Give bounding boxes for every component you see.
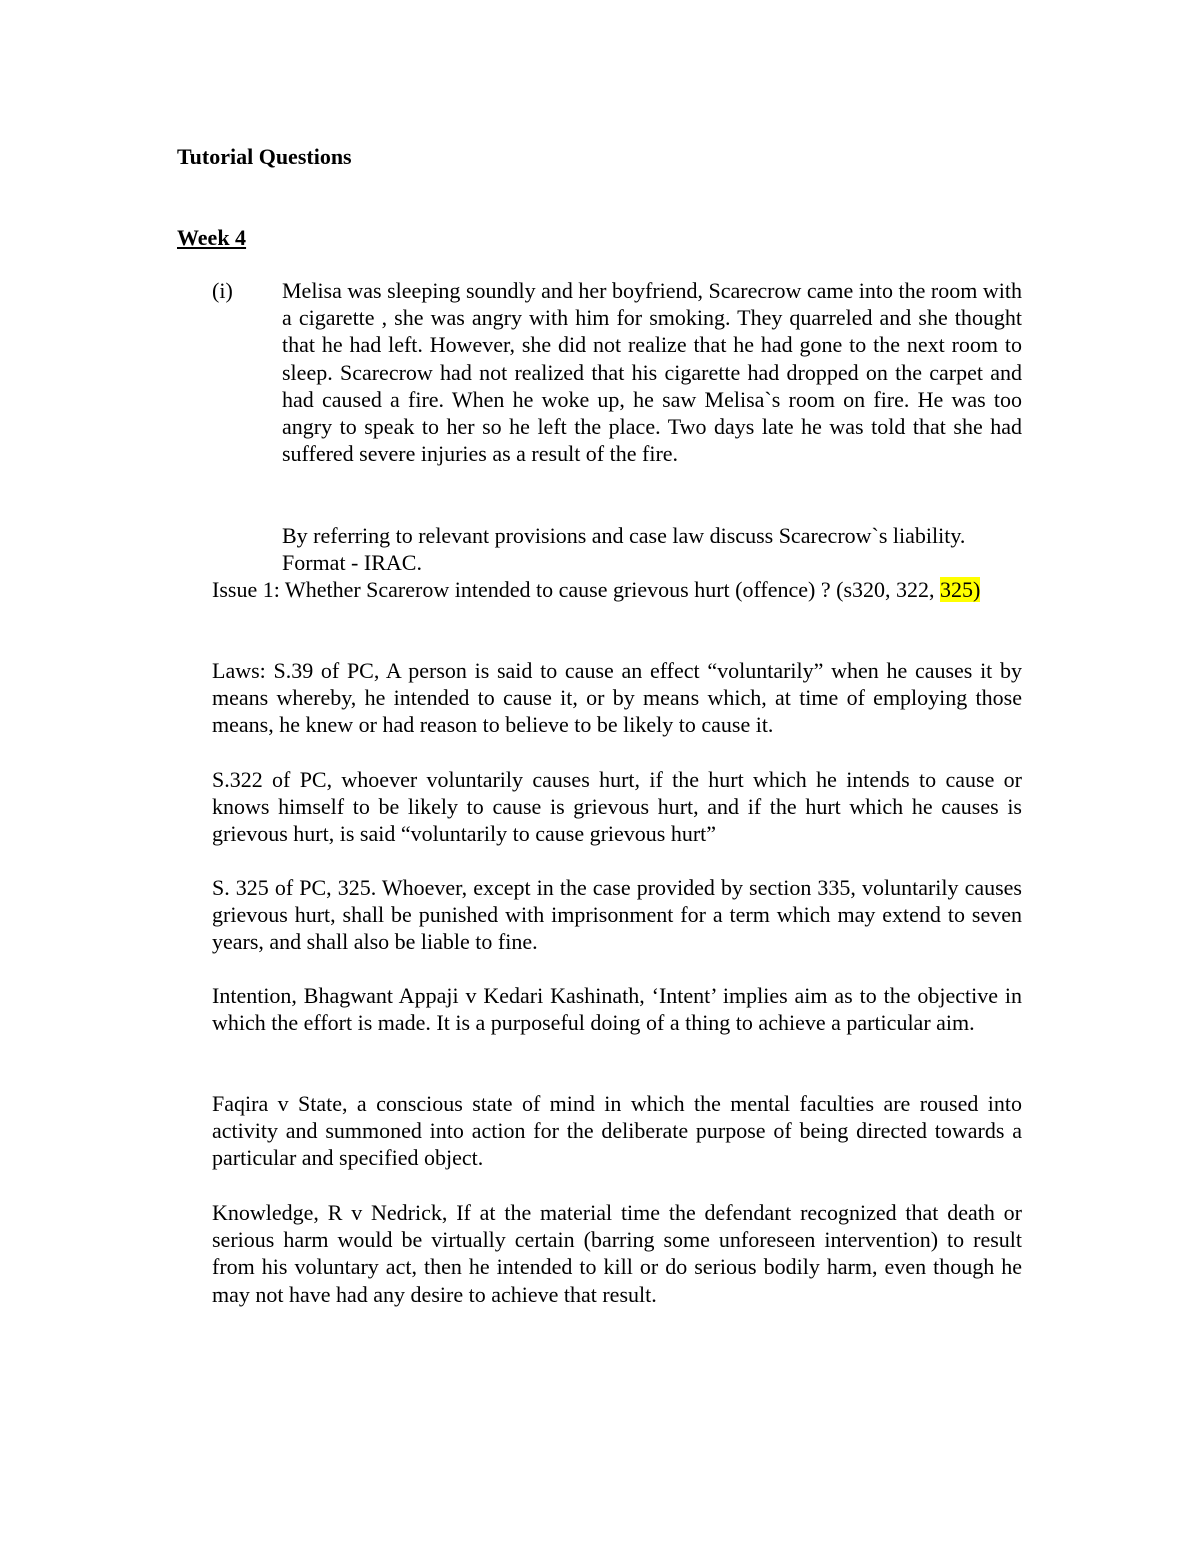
law-s39-paragraph: Laws: S.39 of PC, A person is said to cause an effect “voluntarily” when he causes it by means whereby, he intended to cause it, or by means which, at time of employing those means, he knew or had reason to believe to be likely to cause it. — [212, 658, 1022, 738]
question-instruction-block — [282, 522, 1022, 576]
question-text: Melisa was sleeping soundly and her boyfriend, Scarecrow came into the room with a cigarette , she was angry with him for smoking. They quarreled and she thought that he had left. However, she did not realize that he had gone to the next room to sleep. Scarecrow had not realized that his cigarette had dropped on the carpet and had caused a fire. When he woke up, he saw Melisa`s room on fire. He was too angry to speak to her so he left the place. Two days late he was told that she had suffered severe injuries as a result of the fire. — [282, 278, 1022, 467]
issue-paragraph — [212, 576, 1022, 603]
question-instruction: By referring to relevant provisions and case law discuss Scarecrow`s liability. — [282, 523, 966, 548]
law-s322-paragraph: S.322 of PC, whoever voluntarily causes hurt, if the hurt which he intends to cause or knows himself to be likely to cause is grievous hurt, and if the hurt which he causes is grievous hurt, is said “voluntarily to cause grievous hurt” — [212, 767, 1022, 847]
week-heading: Week 4 — [177, 225, 247, 250]
highlighted-section-number: 325) — [940, 577, 981, 602]
knowledge-case-paragraph: Knowledge, R v Nedrick, If at the material time the defendant recognized that death or serious harm would be virtually certain (barring some unforeseen intervention) to result from his voluntary act, then he intended to kill or do serious bodily harm, even though he may not have had any desire to achieve that result. — [212, 1200, 1022, 1307]
document-title: Tutorial Questions — [177, 144, 352, 169]
question-format: Format - IRAC. — [282, 550, 422, 576]
intention-case-paragraph: Intention, Bhagwant Appaji v Kedari Kashinath, ‘Intent’ implies aim as to the objective in which the effort is made. It is a purposeful doing of a thing to achieve a particular aim. — [212, 983, 1022, 1036]
issue-text: Issue 1: Whether Scarerow intended to cause grievous hurt (offence) ? (s320, 322, — [212, 577, 935, 602]
faqira-case-paragraph: Faqira v State, a conscious state of mind in which the mental faculties are roused into activity and summoned into action for the deliberate purpose of being directed towards a particular and specified object. — [212, 1091, 1022, 1171]
law-s325-paragraph: S. 325 of PC, 325. Whoever, except in the case provided by section 335, voluntarily causes grievous hurt, shall be punished with imprisonment for a term which may extend to seven years, and shall also be liable to fine. — [212, 875, 1022, 955]
question-number: (i) — [212, 278, 233, 303]
